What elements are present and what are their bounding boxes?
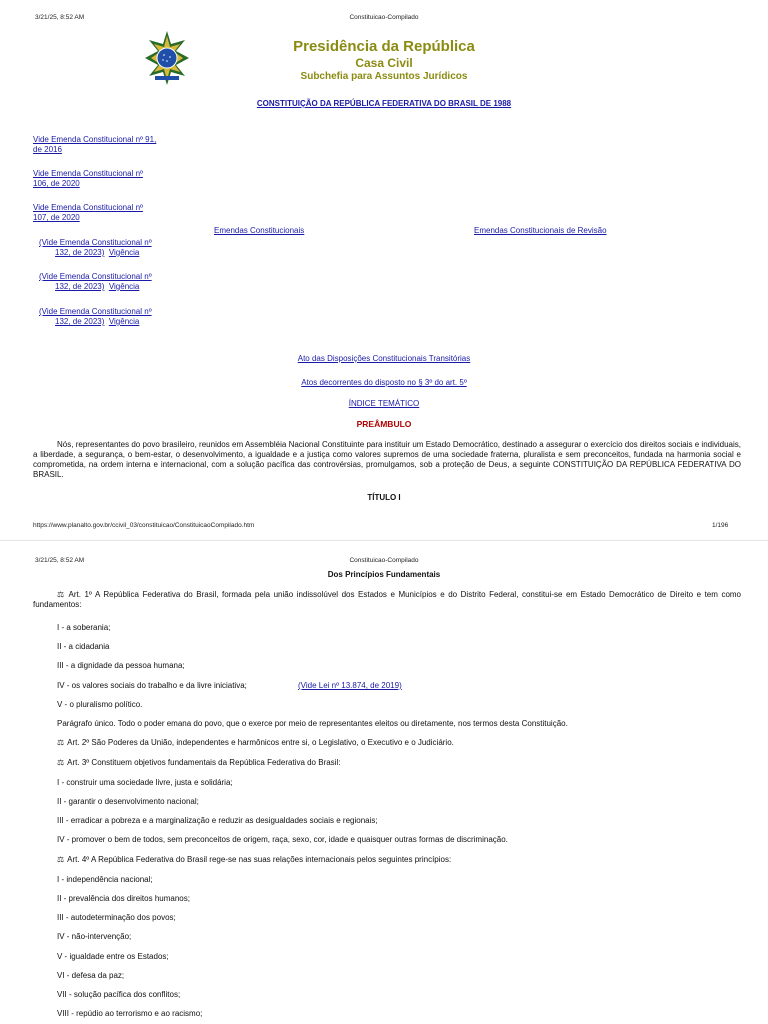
art4-item-7: VII - solução pacífica dos conflitos; (57, 990, 181, 999)
art1-item-2: II - a cidadania (57, 642, 110, 651)
paragrafo-unico: Parágrafo único. Todo o poder emana do povo, que o exerce por meio de representantes eleitos ou diretamente, nos termos desta Constituição. (57, 719, 568, 728)
footer-page-number: 1/196 (712, 522, 729, 529)
vide-lei-link[interactable]: (Vide Lei nº 13.874, de 2019) (298, 681, 402, 690)
vide-link-1[interactable]: Vide Emenda Constitucional nº 91, de 2016 (33, 135, 157, 154)
footer-url: https://www.planalto.gov.br/ccivil_03/constituicao/ConstituicaoCompilado.htm (33, 522, 255, 529)
art4-item-6: VI - defesa da paz; (57, 971, 125, 980)
vide-132-link-2[interactable]: (Vide Emenda Constitucional nº 132, de 2023) Vigência (39, 272, 152, 291)
doc-title-link[interactable]: CONSTITUIÇÃO DA REPÚBLICA FEDERATIVA DO BRASIL DE 1988 (256, 99, 512, 108)
art4-item-5: V - igualdade entre os Estados; (57, 952, 169, 961)
adct-link[interactable]: Ato das Disposições Constitucionais Transitórias (297, 354, 471, 363)
art4-item-3: III - autodeterminação dos povos; (57, 913, 176, 922)
titulo-i: TÍTULO I (367, 493, 401, 502)
art4-item-4: IV - não-intervenção; (57, 932, 132, 941)
atos-link[interactable]: Atos decorrentes do disposto no § 3º do art. 5º (301, 378, 467, 387)
art1-item-1: I - a soberania; (57, 623, 111, 632)
doc-title[interactable] (0, 99, 768, 108)
vide-132-link-3[interactable]: (Vide Emenda Constitucional nº 132, de 2023) Vigência (39, 307, 152, 326)
casa-civil-title: Casa Civil (355, 56, 413, 70)
art2: ⚖ Art. 2º São Poderes da União, independentes e harmônicos entre si, o Legislativo, o Executivo e o Judiciário. (57, 738, 454, 747)
art4: ⚖ Art. 4º A República Federativa do Brasil rege-se nas suas relações internacionais pelos seguintes princípios: (57, 855, 452, 864)
subchefia-title: Subchefia para Assuntos Jurídicos (300, 71, 468, 82)
vide-link-2[interactable]: Vide Emenda Constitucional nº 106, de 2020 (33, 169, 143, 188)
emendas-revisao-link[interactable]: Emendas Constitucionais de Revisão (474, 226, 607, 235)
art3-item-3: III - erradicar a pobreza e a marginalização e reduzir as desigualdades sociais e regionais; (57, 816, 378, 825)
emendas-link[interactable]: Emendas Constitucionais (214, 226, 305, 235)
art1-item-3: III - a dignidade da pessoa humana; (57, 661, 185, 670)
preambulo-title: PREÂMBULO (356, 419, 412, 429)
art1: ⚖ Art. 1º A República Federativa do Brasil, formada pela união indissolúvel dos Estados e Municípios e do Distrito Federal, constitui-se em Estado Democrático de Direito e tem como fundamentos: (33, 590, 742, 609)
art4-item-8: VIII - repúdio ao terrorismo e ao racismo; (57, 1009, 203, 1018)
art4-item-2: II - prevalência dos direitos humanos; (57, 894, 190, 903)
vide-132-link-1[interactable]: (Vide Emenda Constitucional nº 132, de 2023) Vigência (39, 238, 152, 257)
preambulo-text: Nós, representantes do povo brasileiro, reunidos em Assembléia Nacional Constituinte para instituir um Estado Democrático, destinado a assegurar o exercício dos direitos sociais e individuais, a liberdade, a segurança, o bem-estar, o desenvolvimento, a igualdade e a justiça como valores supremos de uma sociedade fraterna, pluralista e sem preconceitos, fundada na harmonia social e comprometida, na ordem interna e internacional, com a solução pacífica das controvérsias, promulgamos, sob a proteção de Deus, a seguinte CONSTITUIÇÃO DA REPÚBLICA FEDERATIVA DO BRASIL. (33, 440, 741, 479)
art3-item-1: I - construir uma sociedade livre, justa e solidária; (57, 778, 233, 787)
art1-item-5: V - o pluralismo político. (57, 700, 143, 709)
print-doc-name: Constituicao-Compilado (349, 14, 419, 21)
art3-item-2: II - garantir o desenvolvimento nacional; (57, 797, 199, 806)
indice-link[interactable]: ÍNDICE TEMÁTICO (348, 399, 420, 408)
section-title: Dos Princípios Fundamentais (327, 570, 441, 579)
scales-of-justice-icon[interactable]: ⚖ (57, 738, 65, 747)
vide-link-3[interactable]: Vide Emenda Constitucional nº 107, de 2020 (33, 203, 143, 222)
scales-of-justice-icon[interactable]: ⚖ (57, 758, 65, 767)
art1-item-4: IV - os valores sociais do trabalho e da livre iniciativa; (57, 681, 247, 690)
art3-item-4: IV - promover o bem de todos, sem preconceitos de origem, raça, sexo, cor, idade e quaisquer outras formas de discriminação. (57, 835, 508, 844)
page-separator (0, 540, 768, 541)
art4-item-1: I - independência nacional; (57, 875, 153, 884)
art3: ⚖ Art. 3º Constituem objetivos fundamentais da República Federativa do Brasil: (57, 758, 341, 767)
scales-of-justice-icon[interactable]: ⚖ (57, 590, 66, 599)
print-date-page2: 3/21/25, 8:52 AM (35, 557, 85, 564)
scales-of-justice-icon[interactable]: ⚖ (57, 855, 65, 864)
print-date: 3/21/25, 8:52 AM (35, 14, 85, 21)
print-doc-name-page2: Constituicao-Compilado (349, 557, 419, 564)
presidencia-title: Presidência da República (293, 38, 475, 55)
